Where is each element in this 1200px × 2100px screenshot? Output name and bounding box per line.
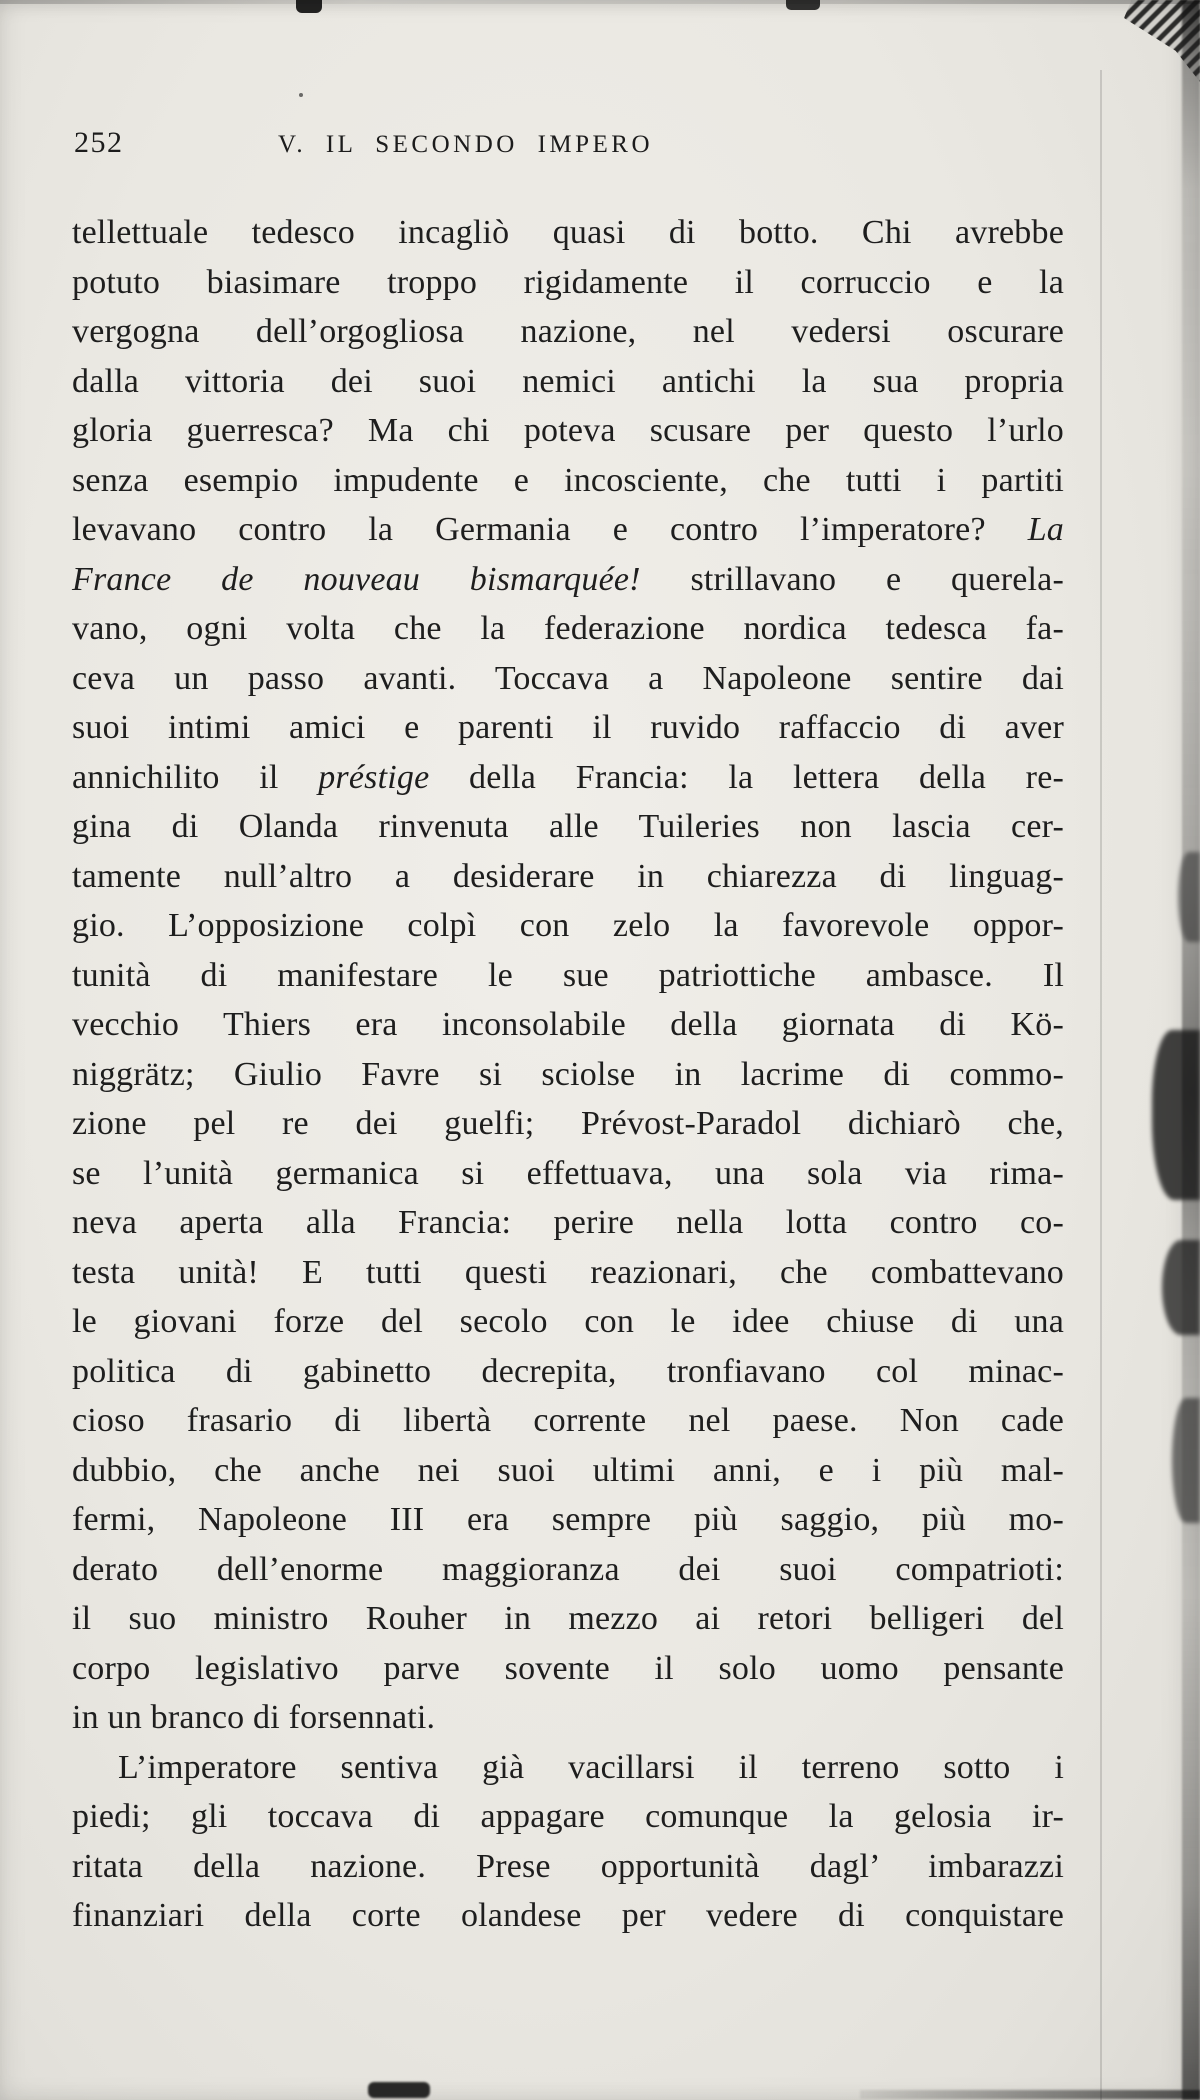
text-line — [72, 307, 1064, 357]
body-text-segment: piedi; gli toccava di appagare comunque la gelosia ir- — [72, 1798, 1064, 1835]
body-text-segment: cioso frasario di libertà corrente nel paese. Non cade — [72, 1402, 1064, 1439]
text-line — [72, 258, 1064, 308]
body-text-segment: tellettuale tedesco incagliò quasi di botto. Chi avrebbe — [72, 214, 1064, 251]
text-line — [72, 1099, 1064, 1149]
body-text — [72, 208, 1064, 1941]
body-text-segment: suoi intimi amici e parenti il ruvido raffaccio di aver — [72, 709, 1064, 746]
scan-artifact-blob-4 — [1172, 1398, 1200, 1523]
body-text-segment: derato dell’enorme maggioranza dei suoi compatrioti: — [72, 1550, 1064, 1588]
body-text-segment: vergogna dell’orgogliosa nazione, nel vedersi oscurare — [72, 313, 1064, 350]
text-line — [72, 1297, 1064, 1347]
text-line — [72, 654, 1064, 704]
scan-artifact-bottom-mark-2 — [860, 2090, 1200, 2099]
body-text-segment: fermi, Napoleone III era sempre più saggio, più mo- — [72, 1501, 1064, 1538]
text-line — [72, 1743, 1064, 1793]
body-text-segment: il suo ministro Rouher in mezzo ai retori belligeri del — [72, 1600, 1064, 1637]
body-text-segment: della Francia: la lettera della re- — [429, 758, 1065, 796]
body-text-segment: corpo legislativo parve sovente il solo uomo pensante — [72, 1649, 1064, 1687]
body-text-segment: politica di gabinetto decrepita, tronfiavano col minac- — [72, 1352, 1064, 1390]
text-line — [72, 1198, 1064, 1248]
scan-artifact-top-mark-2 — [786, 0, 820, 10]
body-text-segment: zione pel re dei guelfi; Prévost-Paradol dichiarò che, — [72, 1105, 1064, 1142]
text-line — [72, 1347, 1064, 1397]
text-line — [72, 1149, 1064, 1199]
text-line — [72, 1594, 1064, 1644]
scan-artifact-right-band — [1182, 0, 1200, 2100]
text-line — [72, 802, 1064, 852]
body-text-segment: tamente null’altro a desiderare in chiarezza di linguag- — [72, 857, 1064, 895]
body-text-segment: le giovani forze del secolo con le idee chiuse di una — [72, 1303, 1064, 1340]
body-text-segment: dalla vittoria dei suoi nemici antichi la sua propria — [72, 362, 1064, 400]
text-line — [72, 208, 1064, 258]
text-line — [72, 1000, 1064, 1050]
body-text-segment: tunità di manifestare le sue patriottiche ambasce. Il — [72, 956, 1064, 994]
text-line — [72, 1644, 1064, 1694]
text-line — [72, 901, 1064, 951]
text-line — [72, 852, 1064, 902]
text-line — [72, 555, 1064, 605]
text-line — [72, 357, 1064, 407]
body-text-segment: in un branco di forsennati. — [72, 1699, 436, 1736]
body-text-segment: gina di Olanda rinvenuta alle Tuileries non lascia cer- — [72, 808, 1064, 845]
text-line — [72, 1545, 1064, 1595]
text-line — [72, 703, 1064, 753]
body-text-segment: ceva un passo avanti. Toccava a Napoleone sentire dai — [72, 659, 1064, 697]
scan-artifact-blob-2 — [1152, 1030, 1200, 1200]
body-text-segment: dubbio, che anche nei suoi ultimi anni, e i più mal- — [72, 1451, 1064, 1489]
text-line — [72, 1248, 1064, 1298]
body-text-segment: vecchio Thiers era inconsolabile della giornata di Kö- — [72, 1006, 1064, 1043]
body-text-segment: ritata della nazione. Prese opportunità dagl’ imbarazzi — [72, 1847, 1064, 1885]
scan-artifact-speck — [299, 93, 303, 97]
text-line — [72, 1792, 1064, 1842]
scan-artifact-top-mark-1 — [296, 0, 322, 13]
body-text-segment: annichilito il — [72, 758, 319, 796]
text-line — [72, 753, 1064, 803]
text-line — [72, 505, 1064, 555]
body-text-segment: neva aperta alla Francia: perire nella lotta contro co- — [72, 1204, 1064, 1241]
body-text-segment: niggrätz; Giulio Favre si sciolse in lacrime di commo- — [72, 1055, 1064, 1093]
body-text-segment: se l’unità germanica si effettuava, una sola via rima- — [72, 1154, 1064, 1192]
scan-artifact-top-edge — [0, 0, 1200, 4]
body-text-segment: vano, ogni volta che la federazione nordica tedesca fa- — [72, 610, 1064, 647]
body-text-segment: finanziari della corte olandese per vedere di conquistare — [72, 1897, 1064, 1934]
text-line — [72, 604, 1064, 654]
running-head: V. IL SECONDO IMPERO — [278, 131, 654, 158]
text-line — [72, 456, 1064, 506]
scan-artifact-bottom-mark-1 — [368, 2082, 430, 2098]
body-text-segment: senza esempio impudente e incosciente, che tutti i partiti — [72, 461, 1064, 499]
text-line — [72, 1495, 1064, 1545]
body-text-segment: strillavano e querela- — [640, 560, 1064, 598]
text-line — [72, 1891, 1064, 1941]
body-text-segment: gio. L’opposizione colpì con zelo la favorevole oppor- — [72, 907, 1064, 944]
scan-artifact-blob-1 — [1178, 852, 1200, 942]
text-line — [72, 1396, 1064, 1446]
text-line — [72, 1693, 1064, 1743]
text-line — [72, 951, 1064, 1001]
italic-text: La — [1027, 511, 1064, 548]
text-line — [72, 1842, 1064, 1892]
body-text-segment: L’imperatore sentiva già vacillarsi il terreno sotto i — [118, 1748, 1064, 1786]
body-text-segment: gloria guerresca? Ma chi poteva scusare per questo l’urlo — [72, 412, 1064, 449]
scan-artifact-blob-3 — [1162, 1240, 1200, 1335]
scan-artifact-page-edge-line — [1100, 70, 1102, 2100]
italic-text: France de nouveau bismarquée! — [72, 560, 641, 598]
italic-text: préstige — [318, 758, 430, 796]
body-text-segment: levavano contro la Germania e contro l’imperatore? — [72, 511, 1028, 548]
text-line — [72, 1050, 1064, 1100]
page-number: 252 — [74, 126, 124, 159]
scan-artifact-corner-hatch — [1124, 0, 1200, 82]
body-text-segment: potuto biasimare troppo rigidamente il corruccio e la — [72, 263, 1064, 301]
text-line — [72, 1446, 1064, 1496]
body-text-segment: testa unità! E tutti questi reazionari, che combattevano — [72, 1253, 1064, 1291]
text-line — [72, 406, 1064, 456]
